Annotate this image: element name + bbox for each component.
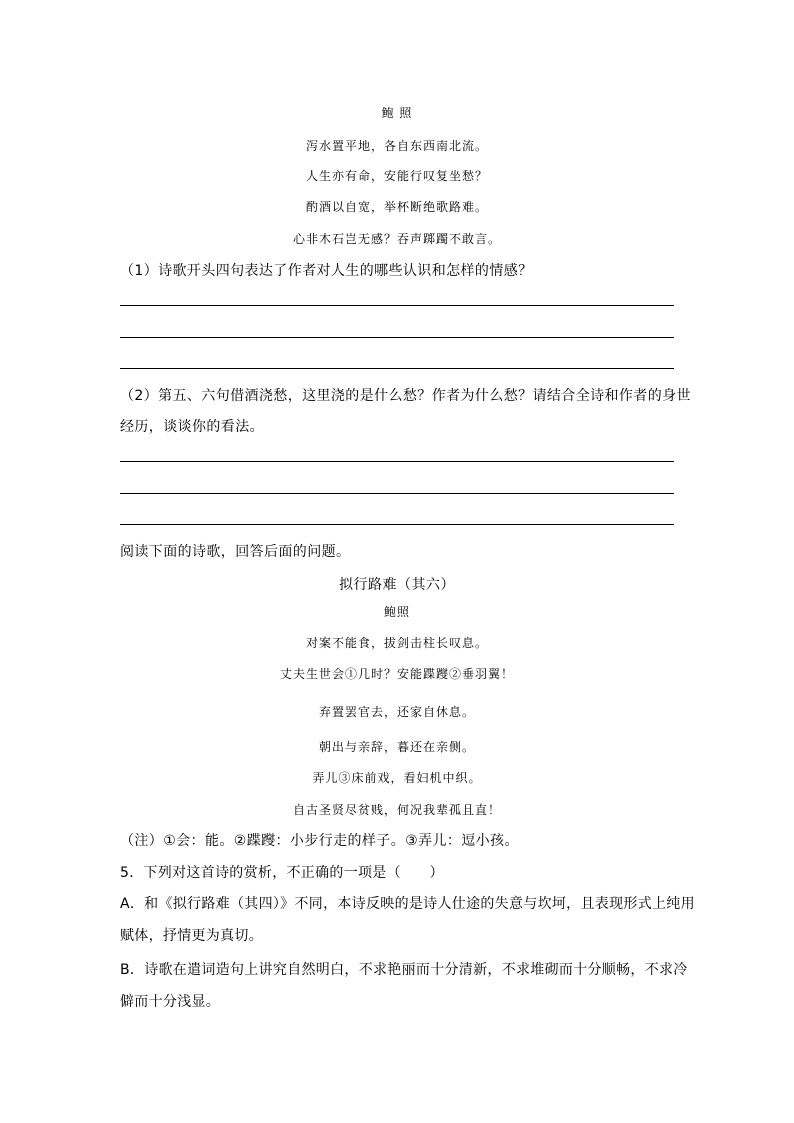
- option-a-line-1[interactable]: A．和《拟行路难（其四）》不同，本诗反映的是诗人仕途的失意与坎坷，且表现形式上纯用: [120, 896, 695, 912]
- option-a-line-2[interactable]: 赋体，抒情更为真切。: [120, 928, 263, 944]
- question-2-line-1: （2）第五、六句借酒浇愁，这里浇的是什么愁？作者为什么愁？请结合全诗和作者的身世: [120, 388, 691, 404]
- answer-line[interactable]: [120, 461, 674, 462]
- poem2-line-5: 弄儿③床前戏，看妇机中织。: [312, 771, 482, 785]
- answer-line[interactable]: [120, 493, 674, 494]
- option-b-line-2[interactable]: 僻而十分浅显。: [120, 994, 221, 1010]
- poem2-line-2: 丈夫生世会①几时？安能蹀躞②垂羽翼！: [279, 667, 514, 681]
- poem2-line-3: 弃置罢官去，还家自休息。: [318, 705, 475, 719]
- answer-line[interactable]: [120, 524, 674, 525]
- poem1-line-1: 泻水置平地，各自东西南北流。: [305, 139, 488, 153]
- poem1-line-4: 心非木石岂无感？吞声踯躅不敢言。: [292, 232, 501, 246]
- answer-line[interactable]: [120, 368, 674, 369]
- annotation-note: （注）①会：能。②蹀躞：小步行走的样子。③弄儿：逗小孩。: [120, 833, 519, 849]
- poem2-line-6: 自古圣贤尽贫贱，何况我辈孤且直！: [292, 803, 501, 817]
- poem2-line-1: 对案不能食，拔剑击柱长叹息。: [305, 636, 488, 650]
- poem1-author: 鲍 照: [381, 106, 413, 120]
- poem1-line-3: 酌酒以自宽，举杯断绝歌路难。: [305, 200, 488, 214]
- question-2-line-2: 经历，谈谈你的看法。: [120, 419, 264, 435]
- question-5-stem: 5．下列对这首诗的赏析，不正确的一项是（ ）: [120, 865, 444, 881]
- poem2-title: 拟行路难（其六）: [339, 577, 455, 593]
- reading-instruction: 阅读下面的诗歌，回答后面的问题。: [120, 544, 351, 560]
- poem1-line-2: 人生亦有命，安能行叹复坐愁？: [305, 169, 488, 183]
- question-1: （1）诗歌开头四句表达了作者对人生的哪些认识和怎样的情感？: [120, 263, 533, 279]
- poem2-line-4: 朝出与亲辞，暮还在亲侧。: [318, 740, 475, 754]
- answer-line[interactable]: [120, 305, 674, 306]
- option-b-line-1[interactable]: B．诗歌在遣词造句上讲究自然明白，不求艳丽而十分清新，不求堆砌而十分顺畅，不求冷: [120, 962, 688, 978]
- answer-line[interactable]: [120, 337, 674, 338]
- poem2-author: 鲍照: [383, 605, 410, 619]
